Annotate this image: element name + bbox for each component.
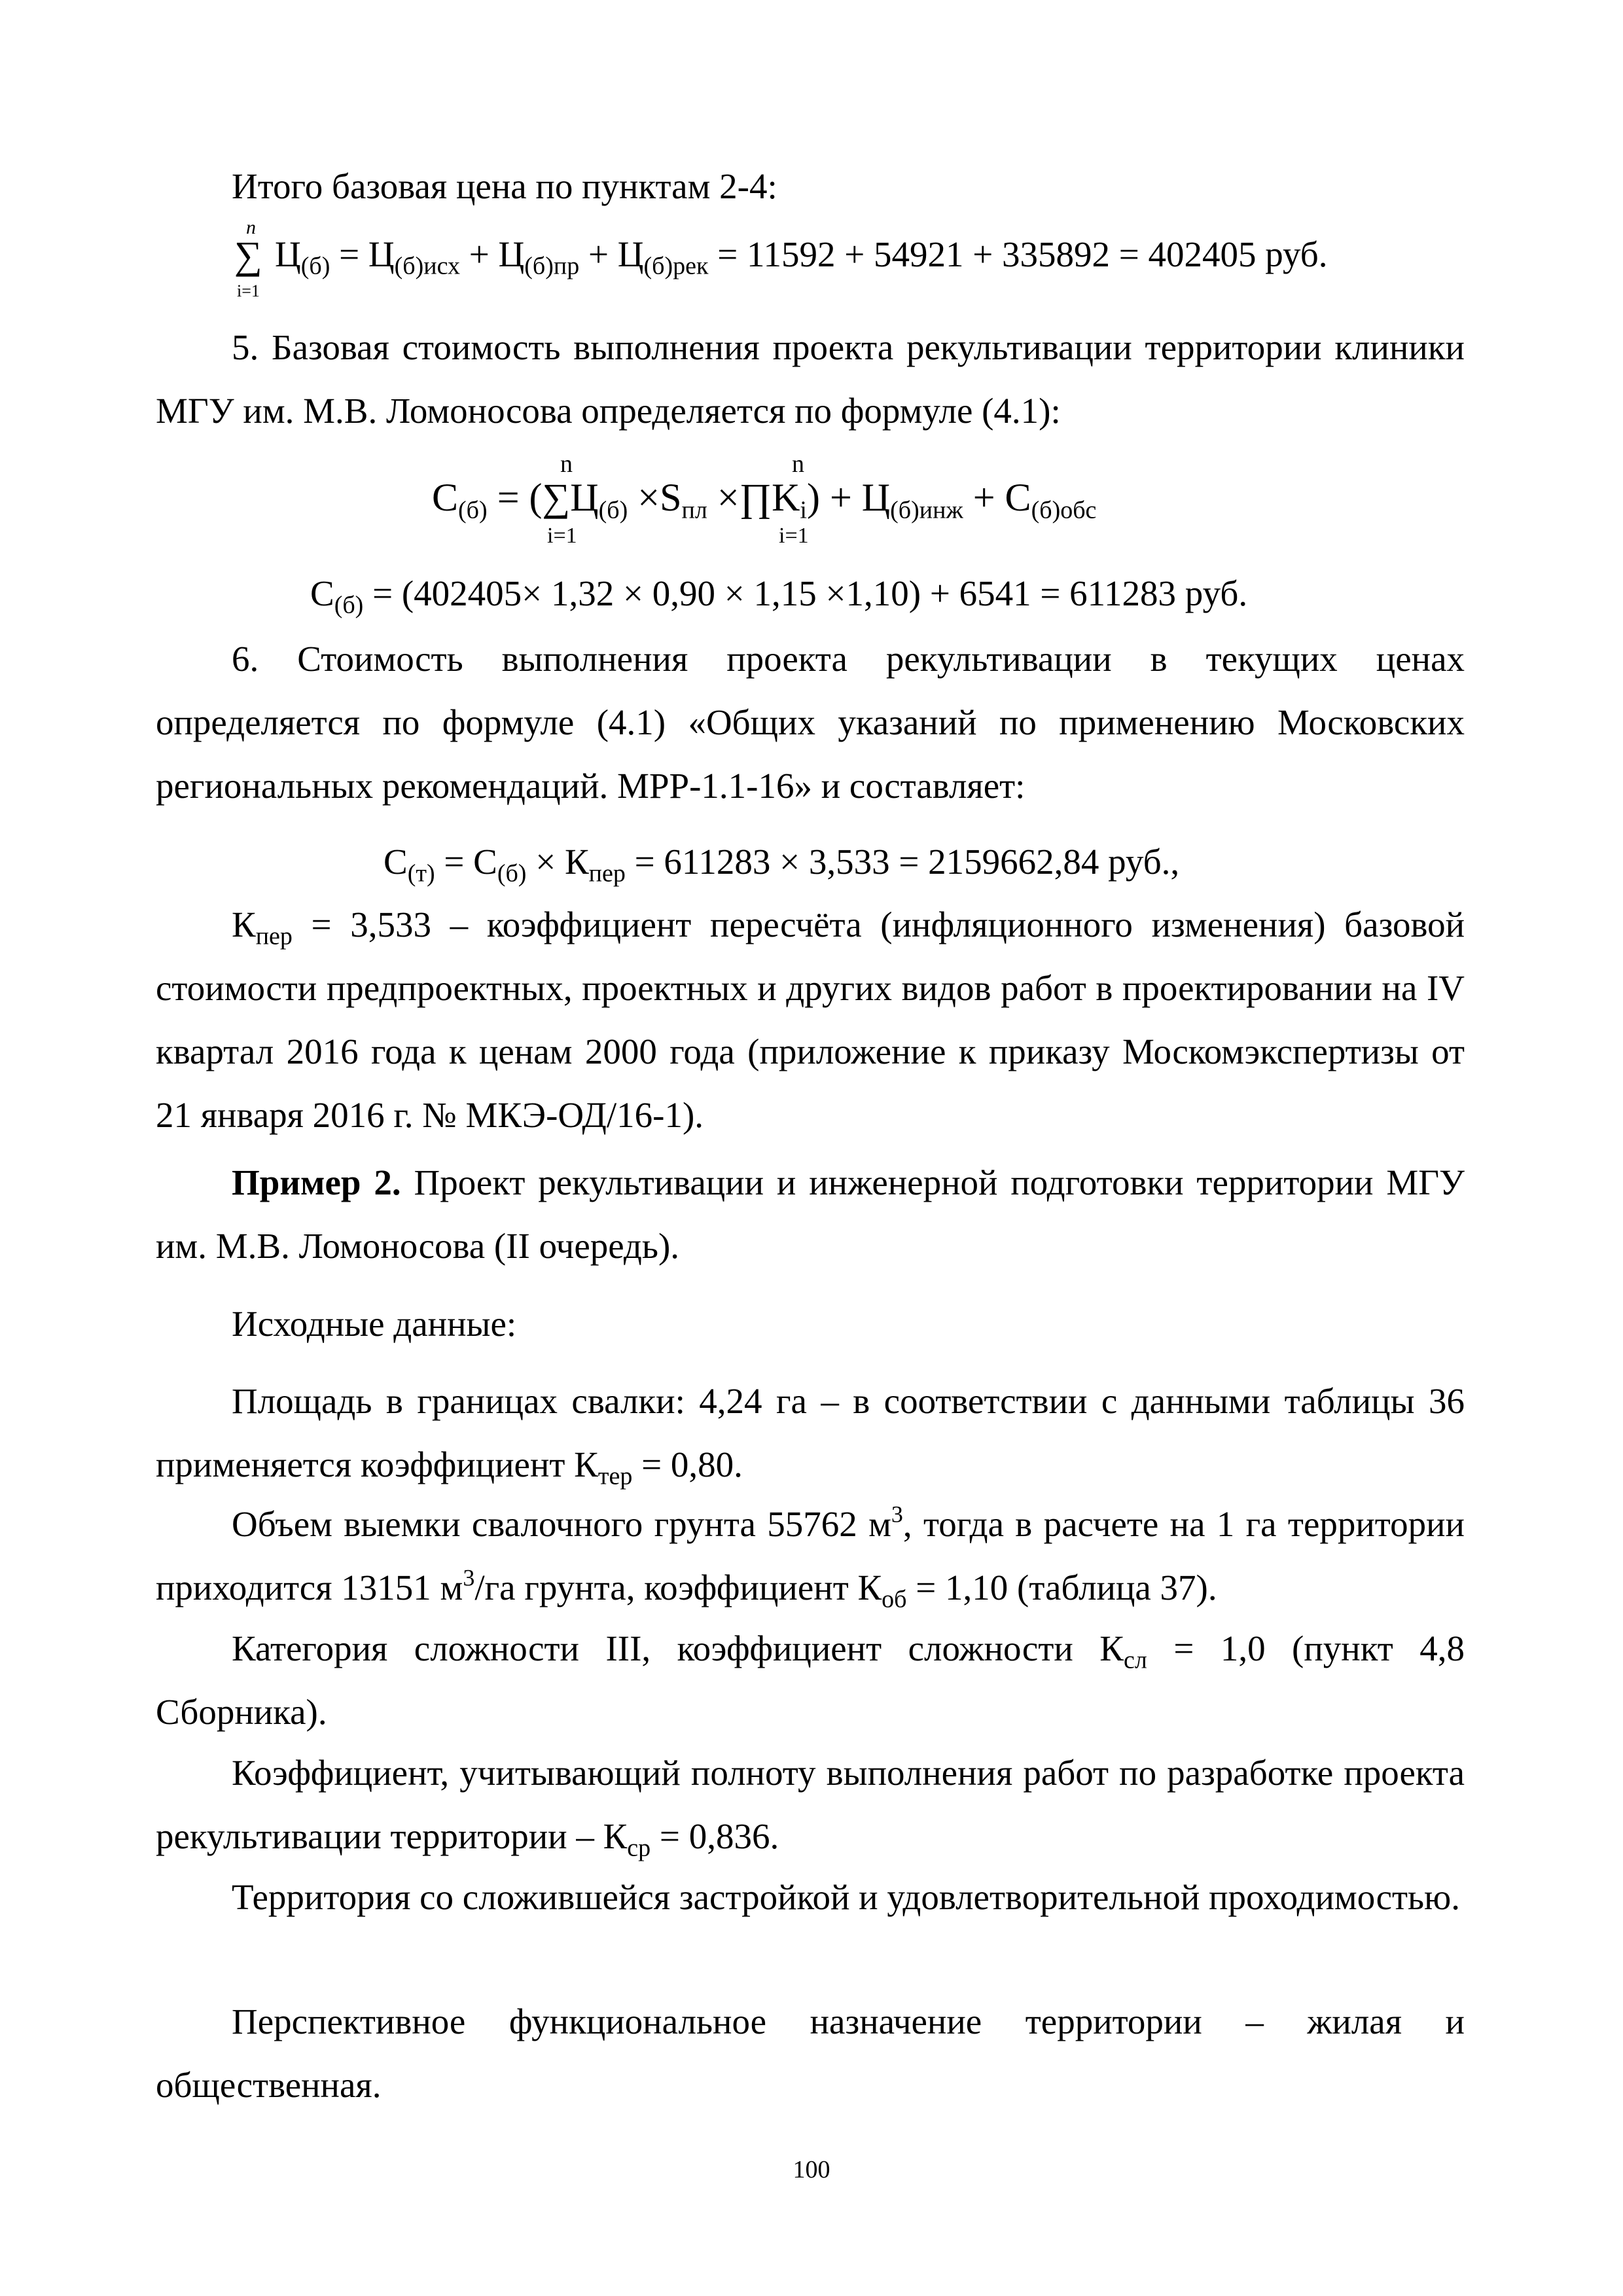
example-2-text: Проект рекультивации и инженерной подготовки территории МГУ им. М.В. Ломоносова (II очередь). — [156, 1162, 1465, 1266]
eq2-area-sub: пл — [681, 496, 707, 524]
volume-coef-sub: об — [882, 1585, 907, 1613]
coefficient-sub: ср — [627, 1834, 651, 1862]
sum-lower-limit: i=1 — [237, 281, 260, 300]
area-coef-sub: тер — [597, 1462, 633, 1490]
sum-symbol: ∑ — [234, 234, 262, 277]
category-coef-sub: сл — [1123, 1646, 1147, 1674]
eq1-lhs: Ц — [275, 234, 301, 274]
paragraph-5: 5. Базовая стоимость выполнения проекта рекультивации территории клиники МГУ им. М.В. Ломоносова определяется по формуле (4.1): — [156, 327, 1465, 431]
intro-line: Итого базовая цена по пунктам 2-4: — [232, 166, 777, 206]
eq2-product-symbol: ∏ — [739, 476, 772, 519]
sum-upper-limit: n — [246, 217, 256, 238]
volume-sup-2: 3 — [463, 1564, 475, 1591]
volume-text-b: , тогда в расчете на 1 га территории приходится 13151 м — [156, 1504, 1465, 1607]
prod-upper: n — [792, 450, 804, 478]
eq1-term3-sub: (б)рек — [643, 252, 709, 280]
page-number: 100 — [793, 2156, 830, 2183]
paragraph-6: 6. Стоимость выполнения проекта рекультивации в текущих ценах определяется по формуле (4.1) «Общих указаний по применению Московских региональных рекомендаций. МРР-1.1-16» и составляет: — [156, 639, 1465, 806]
category-text: Категория сложности III, коэффициент сложности К — [232, 1628, 1124, 1668]
equation-4 — [383, 839, 1180, 888]
eq2-c: С — [432, 476, 459, 519]
kper-symbol: К — [232, 905, 256, 944]
eq3-c-sub: (б) — [334, 591, 364, 619]
sum2-lower: i=1 — [547, 524, 577, 548]
eq1-lhs-sub: (б) — [300, 252, 330, 280]
eq1-term2-sub: (б)пр — [524, 252, 580, 280]
kper-text: = 3,533 – коэффициент пересчёта (инфляционного изменения) базовой стоимости предпроектных, проектных и других видов работ в проектировании на IV квартал 2016 года к ценам 2000 года (приложение к приказу Москомэкспертизы от 21 января 2016 г. № МКЭ-ОД/16-1). — [156, 905, 1465, 1135]
volume-text-a: Объем выемки свалочного грунта 55762 м — [232, 1504, 891, 1544]
eq1-term1: Ц — [368, 234, 395, 274]
paragraph-coefficient — [156, 1741, 1465, 1868]
eq2-k-sub: i — [800, 496, 807, 524]
eq2-c-sub: (б) — [458, 496, 488, 524]
eq1-equals: = — [330, 234, 368, 274]
prod-lower: i=1 — [779, 524, 809, 548]
paragraph-volume — [156, 1492, 1465, 1619]
eq2-area: ×S — [628, 476, 682, 519]
eq2-inzh-sub: (б)инж — [890, 496, 963, 524]
area-end: = 0,80. — [632, 1444, 743, 1484]
coefficient-end: = 0,836. — [651, 1816, 779, 1856]
eq1-result: = 11592 + 54921 + 335892 = 402405 руб. — [708, 234, 1328, 274]
volume-sup-1: 3 — [891, 1501, 903, 1528]
example-2-heading — [156, 1151, 1465, 1278]
eq2-obs-sub: (б)обс — [1031, 496, 1097, 524]
eq4-equals: = С — [435, 842, 497, 882]
eq4-c2-sub: (б) — [497, 859, 527, 888]
category-end: = 1,0 (пункт 4,8 Сборника). — [156, 1628, 1465, 1732]
eq3-c: С — [310, 573, 334, 613]
eq4-c-sub: (т) — [407, 859, 435, 888]
eq4-result: = 611283 × 3,533 = 2159662,84 руб., — [625, 842, 1180, 882]
coefficient-text: Коэффициент, учитывающий полноту выполнения работ по разработке проекта рекультивации территории – К — [156, 1753, 1465, 1856]
volume-text-d: = 1,10 (таблица 37). — [906, 1568, 1217, 1607]
paragraph-kper — [156, 893, 1465, 1147]
eq4-times-k: × К — [526, 842, 589, 882]
paragraph-category — [156, 1617, 1465, 1744]
eq4-c: С — [383, 842, 408, 882]
paragraph-area — [156, 1369, 1465, 1496]
equation-2-body — [432, 471, 1096, 524]
example-2-label: Пример 2. — [232, 1162, 401, 1202]
paragraph-territory: Территория со сложившейся застройкой и удовлетворительной проходимостью. — [232, 1877, 1460, 1917]
volume-text-c: /га грунта, коэффициент К — [474, 1568, 882, 1607]
paragraph-perspective: Перспективное функциональное назначение территории – жилая и общественная. — [156, 2001, 1465, 2105]
eq1-term3: + Ц — [579, 234, 644, 274]
eq1-term1-sub: (б)исх — [394, 252, 460, 280]
eq1-term2: + Ц — [460, 234, 525, 274]
eq4-k-sub: пер — [588, 859, 626, 888]
eq2-open: = ( — [487, 476, 543, 519]
source-data-heading: Исходные данные: — [232, 1304, 517, 1344]
eq3-result: = (402405× 1,32 × 0,90 × 1,15 ×1,10) + 6541 = 611283 руб. — [363, 573, 1248, 613]
eq2-price-sub: (б) — [598, 496, 628, 524]
area-text: Площадь в границах свалки: 4,24 га – в соответствии с данными таблицы 36 применяется коэффициент К — [156, 1381, 1465, 1484]
kper-sub: пер — [255, 922, 293, 950]
eq2-times: × — [707, 476, 740, 519]
sum2-upper: n — [560, 450, 573, 478]
eq2-sum-symbol: ∑ — [542, 476, 571, 519]
eq2-price: Ц — [570, 476, 599, 519]
eq2-close: ) + Ц — [806, 476, 891, 519]
eq2-plus: + С — [963, 476, 1031, 519]
equation-3 — [310, 571, 1247, 617]
equation-1-body — [275, 232, 1328, 278]
eq2-k: K — [772, 476, 800, 519]
